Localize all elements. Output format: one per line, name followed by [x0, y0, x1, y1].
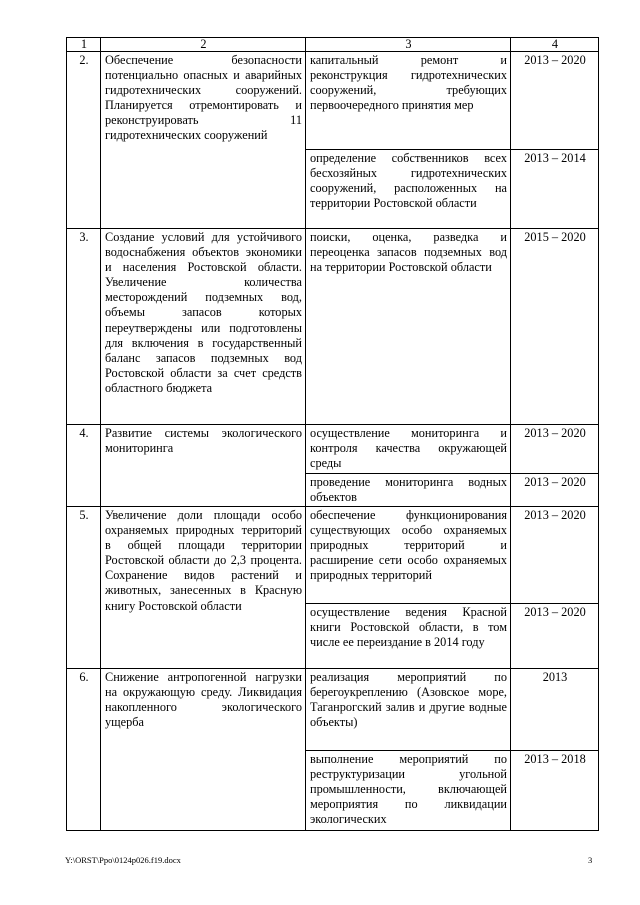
header-cell-1: 1	[67, 38, 101, 52]
table-row	[67, 507, 599, 604]
measure-cell: выполнение мероприятий по реструктуризации угольной промышленности, включающей мероприятия по ликвидации экологических	[306, 751, 511, 831]
row-number: 3.	[67, 229, 101, 425]
page-number: 3	[588, 855, 593, 865]
years-cell: 2013 – 2020	[511, 604, 599, 669]
measure-cell: осуществление мониторинга и контроля качества окружающей среды	[306, 425, 511, 474]
years-cell: 2013 – 2014	[511, 150, 599, 229]
measure-cell: поиски, оценка, разведка и переоценка запасов подземных вод на территории Ростовской области	[306, 229, 511, 425]
header-cell-3: 3	[306, 38, 511, 52]
measure-cell: проведение мониторинга водных объектов	[306, 474, 511, 507]
goal-cell: Создание условий для устойчивого водоснабжения объектов экономики и населения Ростовской области. Увеличение количества месторождений подземных вод, объемы запасов которых переутверждены или подготовлены для включения в государственный баланс запасов подземных вод Ростовской области за счет средств областного бюджета	[101, 229, 306, 425]
header-cell-2: 2	[101, 38, 306, 52]
goal-cell: Увеличение доли площади особо охраняемых природных территорий в общей площади территории Ростовской области до 2,3 процента. Сохранение видов растений и животных, занесенных в Красную книгу Ростовской области	[101, 507, 306, 669]
goal-cell: Развитие системы экологического мониторинга	[101, 425, 306, 507]
header-row	[67, 38, 599, 52]
row-number: 5.	[67, 507, 101, 669]
footer-file-path: Y:\ORST\Ppo\0124p026.f19.docx	[65, 855, 181, 865]
row-number: 6.	[67, 669, 101, 831]
years-cell: 2013	[511, 669, 599, 751]
measure-cell: осуществление ведения Красной книги Ростовской области, в том числе ее переиздание в 2014 году	[306, 604, 511, 669]
table-row	[67, 669, 599, 751]
years-cell: 2013 – 2018	[511, 751, 599, 831]
goal-cell: Снижение антропогенной нагрузки на окружающую среду. Ликвидация накопленного экологического ущерба	[101, 669, 306, 831]
years-cell: 2015 – 2020	[511, 229, 599, 425]
header-cell-4: 4	[511, 38, 599, 52]
row-number: 2.	[67, 52, 101, 229]
years-cell: 2013 – 2020	[511, 474, 599, 507]
years-cell: 2013 – 2020	[511, 52, 599, 150]
table-row	[67, 52, 599, 150]
measures-table	[66, 37, 599, 831]
table-row	[67, 229, 599, 425]
measure-cell: реализация мероприятий по берегоукреплению (Азовское море, Таганрогский залив и другие водные объекты)	[306, 669, 511, 751]
years-cell: 2013 – 2020	[511, 425, 599, 474]
measure-cell: обеспечение функционирования существующих особо охраняемых природных территорий и расширение сети особо охраняемых природных территорий	[306, 507, 511, 604]
table-row	[67, 425, 599, 474]
measure-cell: капитальный ремонт и реконструкция гидротехнических сооружений, требующих первоочередного принятия мер	[306, 52, 511, 150]
years-cell: 2013 – 2020	[511, 507, 599, 604]
row-number: 4.	[67, 425, 101, 507]
measure-cell: определение собственников всех бесхозяйных гидротехнических сооружений, расположенных на территории Ростовской области	[306, 150, 511, 229]
goal-cell: Обеспечение безопасности потенциально опасных и аварийных гидротехнических сооружений. Планируется отремонтировать и реконструировать 11 гидротехнических сооружений	[101, 52, 306, 229]
